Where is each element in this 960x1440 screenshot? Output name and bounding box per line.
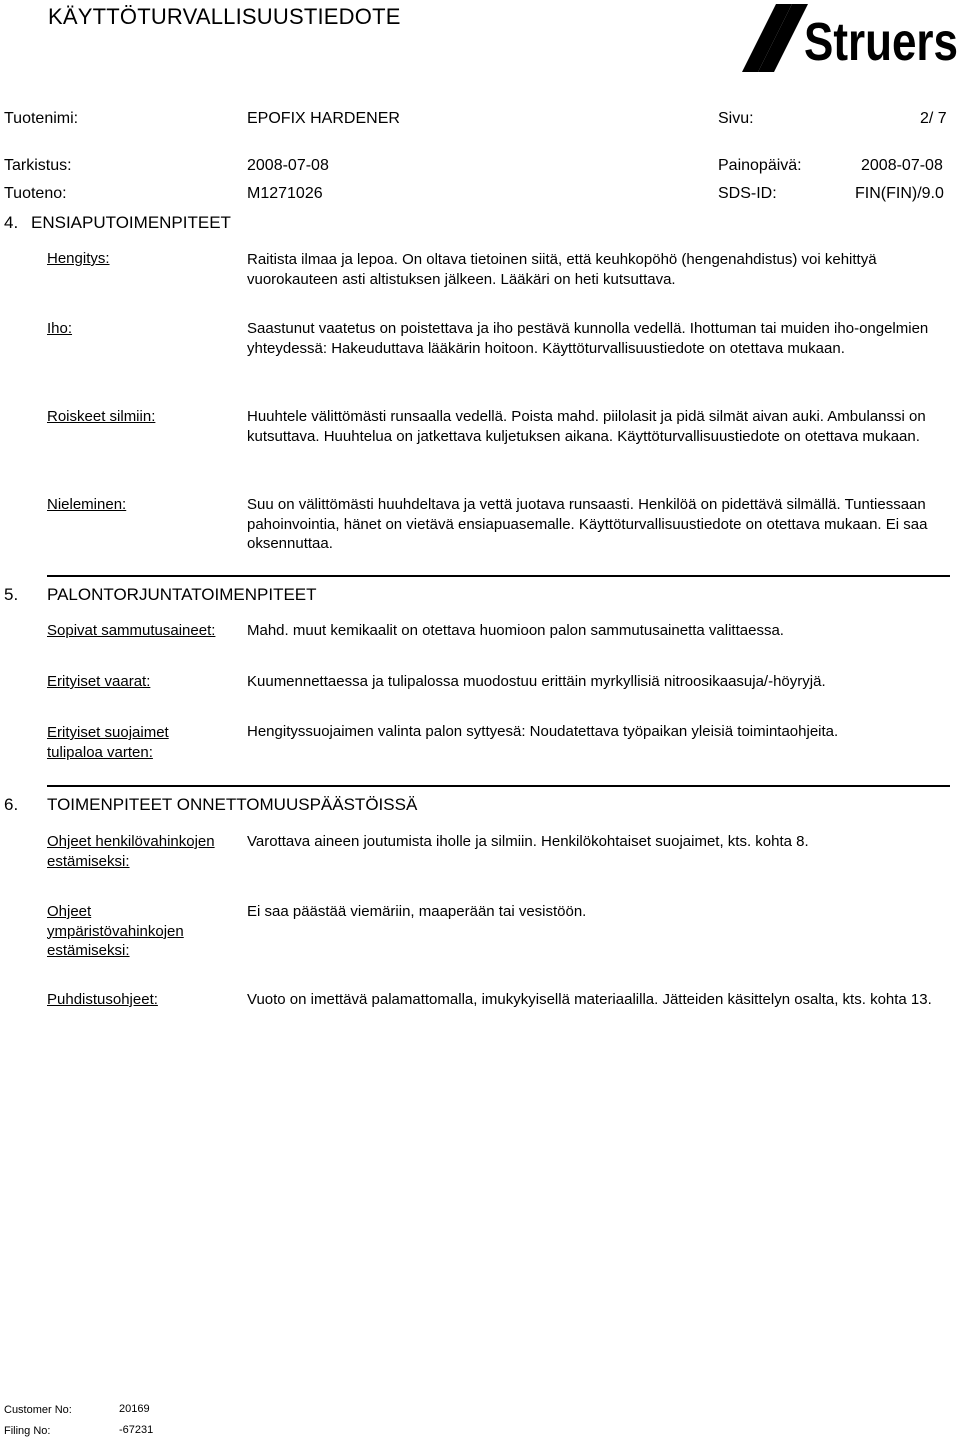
first-aid-eyes-label: Roiskeet silmiin: <box>47 408 156 425</box>
section-6-divider <box>47 785 950 787</box>
special-hazards-text: Kuumennettaessa ja tulipalossa muodostuu erittäin myrkyllisiä nitroosikaasuja/-höyryjä. <box>247 673 826 690</box>
first-aid-ingestion-label: Nieleminen: <box>47 496 127 513</box>
section-4-number: 4. <box>4 213 19 232</box>
section-6-title: TOIMENPITEET ONNETTOMUUSPÄÄSTÖISSÄ <box>47 795 418 814</box>
document-title: KÄYTTÖTURVALLISUUSTIEDOTE <box>48 4 401 29</box>
filing-no-label: Filing No: <box>4 1425 51 1437</box>
svg-text:Struers: Struers <box>804 12 958 72</box>
sds-id: FIN(FIN)/9.0 <box>855 185 944 202</box>
revision-date: 2008-07-08 <box>247 157 329 174</box>
section-4-title: ENSIAPUTOIMENPITEET <box>31 213 231 232</box>
section-5-divider <box>47 575 950 577</box>
first-aid-inhalation-label: Hengitys: <box>47 250 110 267</box>
first-aid-ingestion-text: Suu on välittömästi huuhdeltava ja vettä juotava runsaasti. Henkilöä on pidettävä silmällä. Tuntiessaan pahoinvointia, hänet on vietävä ensiapuasemalle. Käyttöturvallisuustiedote on otettava mukaan. Ei saa oksennuttaa. <box>247 496 928 552</box>
extinguishing-media-text: Mahd. muut kemikaalit on otettava huomioon palon sammutusainetta valittaessa. <box>247 622 784 639</box>
first-aid-inhalation-text: Raitista ilmaa ja lepoa. On oltava tietoinen siitä, että keuhkopöhö (hengenahdistus) voi kehittyä vuorokauteen asti altistuksen jälkeen. Lääkäri on heti kutsuttava. <box>247 251 877 288</box>
struers-logo-mark <box>742 4 808 72</box>
page-label: Sivu: <box>718 110 754 127</box>
section-5-number: 5. <box>4 585 19 604</box>
first-aid-eyes-text: Huuhtele välittömästi runsaalla vedellä. Poista mahd. piilolasit ja pidä silmät aivan auki. Ambulanssi on kutsuttava. Huuhtelua on jatkettava kuljetuksen aikana. Käyttöturvallisuustiedote on otettava mukaan. <box>247 408 926 445</box>
customer-no: 20169 <box>119 1403 150 1415</box>
filing-no: -67231 <box>119 1424 154 1436</box>
protective-equipment-text: Hengityssuojaimen valinta palon syttyesä: Noudatettava työpaikan yleisiä toimintaohjeita. <box>247 723 839 740</box>
environmental-precautions-text: Ei saa päästää viemäriin, maaperään tai vesistöön. <box>247 903 587 920</box>
cleanup-label: Puhdistusohjeet: <box>47 991 158 1008</box>
first-aid-skin-text: Saastunut vaatetus on poistettava ja iho pestävä kunnolla vedellä. Ihottuman tai muiden iho-ongelmien yhteydessä: Hakeuduttava lääkärin hoitoon. Käyttöturvallisuustiedote on otettava mukaan. <box>247 320 929 357</box>
product-name-label: Tuotenimi: <box>4 110 79 127</box>
product-name: EPOFIX HARDENER <box>247 110 400 127</box>
first-aid-skin-label: Iho: <box>47 320 73 337</box>
personal-precautions-text: Varottava aineen joutumista iholle ja silmiin. Henkilökohtaiset suojaimet, kts. kohta 8. <box>247 833 809 850</box>
revision-label: Tarkistus: <box>4 157 72 174</box>
extinguishing-media-label: Sopivat sammutusaineet: <box>47 622 216 639</box>
print-date: 2008-07-08 <box>861 157 943 174</box>
product-no-label: Tuoteno: <box>4 185 67 202</box>
page-number: 2/ 7 <box>920 110 947 127</box>
sds-id-label: SDS-ID: <box>718 185 777 202</box>
special-hazards-label: Erityiset vaarat: <box>47 673 151 690</box>
protective-equipment-label: Erityiset suojaimet tulipaloa varten: <box>47 724 169 761</box>
customer-no-label: Customer No: <box>4 1404 72 1416</box>
section-6-number: 6. <box>4 795 19 814</box>
struers-logo <box>738 2 960 72</box>
product-no: M1271026 <box>247 185 323 202</box>
print-date-label: Painopäivä: <box>718 157 802 174</box>
personal-precautions-label: Ohjeet henkilövahinkojen estämiseksi: <box>47 833 215 870</box>
cleanup-text: Vuoto on imettävä palamattomalla, imukykyisellä materiaalilla. Jätteiden käsittelyn osalta, kts. kohta 13. <box>247 991 932 1008</box>
section-5-title: PALONTORJUNTATOIMENPITEET <box>47 585 317 604</box>
environmental-precautions-label: Ohjeet ympäristövahinkojen estämiseksi: <box>47 903 184 959</box>
